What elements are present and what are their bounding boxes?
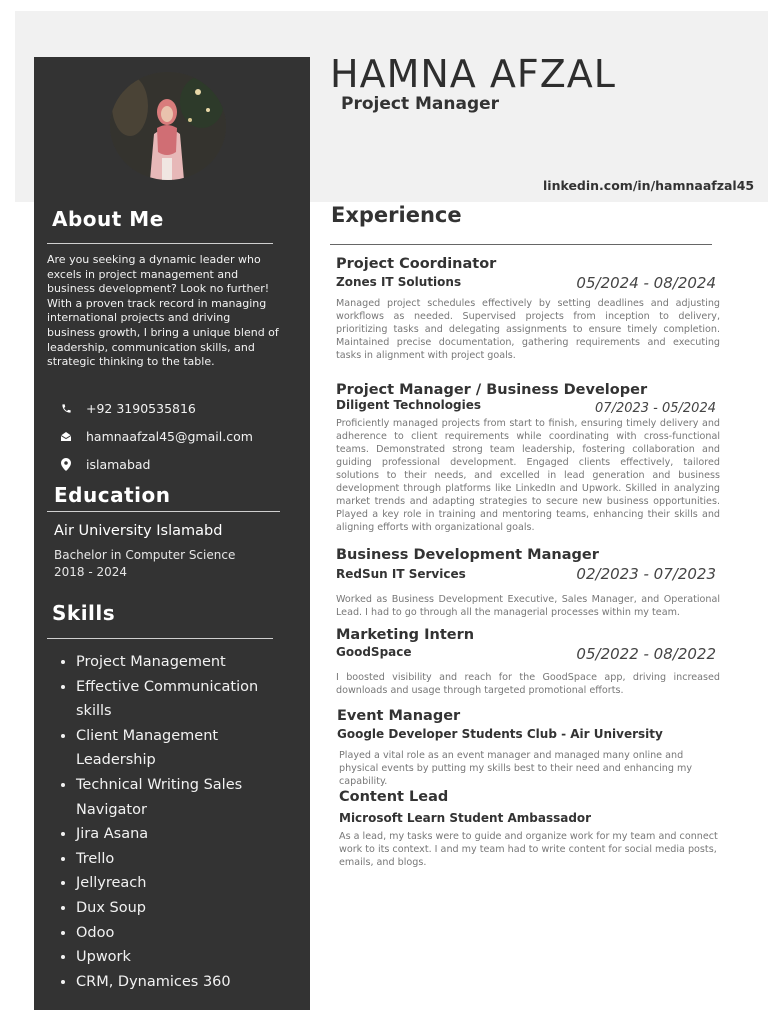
job-entry — [336, 382, 720, 534]
skills-list — [54, 650, 296, 994]
skill-item: • CRM, Dynamices 360 — [76, 970, 296, 995]
job-dates: 07/2023 - 05/2024 — [595, 401, 716, 416]
job-company: Google Developer Students Club - Air University — [337, 727, 663, 741]
job-entry — [336, 627, 720, 697]
job-entry — [337, 708, 721, 788]
skill-item: • Upwork — [76, 945, 296, 970]
skill-item: • Client Management Leadership — [76, 724, 296, 773]
job-dates: 02/2023 - 07/2023 — [576, 565, 716, 583]
experience-divider — [330, 244, 712, 245]
education-divider — [47, 511, 280, 512]
map-pin-icon — [56, 458, 76, 472]
skill-item: • Odoo — [76, 921, 296, 946]
avatar — [110, 72, 226, 180]
education-title: Education — [54, 483, 171, 507]
linkedin-link[interactable]: linkedin.com/in/hamnaafzal45 — [543, 178, 755, 193]
job-title: Project Manager / Business Developer — [336, 382, 648, 398]
job-description: Played a vital role as an event manager and managed many online and physical events by putting my skills best to their need and enhancing my capability. — [339, 750, 693, 787]
job-company: Zones IT Solutions — [336, 275, 462, 289]
job-title: Business Development Manager — [336, 547, 599, 563]
job-company: GoodSpace — [336, 645, 412, 659]
contact-location-text: islamabad — [86, 457, 151, 472]
about-divider — [47, 243, 273, 244]
skill-item: • Project Management — [76, 650, 296, 675]
job-title: Content Lead — [339, 789, 449, 805]
contact-email-text[interactable]: hamnaafzal45@gmail.com — [86, 429, 253, 444]
skills-title: Skills — [52, 601, 116, 625]
skill-item: • Trello — [76, 847, 296, 872]
contact-phone — [56, 401, 196, 416]
job-title: Project Coordinator — [336, 256, 497, 272]
job-entry — [336, 256, 720, 362]
job-description: Proficiently managed projects from start to finish, ensuring timely delivery and adherence to client requirements while coordinating with cross-functional teams. Demonstrated strong team leadership, fostering collaboration and guiding professional development. Engaged clients effectively, tailored solutions to their needs, and excelled in lead generation and business development through platforms like LinkedIn and Upwork. Skilled in analyzing market trends and adapting strategies to secure new business opportunities. Played a key role in training and mentoring teams, enhancing their skills and aligning efforts with organizational goals. — [336, 418, 720, 533]
contact-location — [56, 457, 150, 472]
job-title: Event Manager — [337, 708, 461, 724]
job-entry — [339, 789, 723, 869]
job-title: Marketing Intern — [336, 627, 475, 643]
skill-item: • Dux Soup — [76, 896, 296, 921]
candidate-role: Project Manager — [341, 94, 500, 114]
education-degree: Bachelor in Computer Science — [54, 548, 236, 562]
skill-item: • Technical Writing Sales Navigator — [76, 773, 296, 822]
job-description: Worked as Business Development Executive, Sales Manager, and Operational Lead. I had to go through all the managerial processes within my team. — [336, 594, 720, 618]
education-years: 2018 - 2024 — [54, 565, 128, 579]
skill-item: • Effective Communication skills — [76, 675, 296, 724]
skill-item: • Jira Asana — [76, 822, 296, 847]
phone-icon — [56, 402, 76, 416]
skills-divider — [47, 638, 273, 639]
job-entry — [336, 547, 720, 619]
job-dates: 05/2022 - 08/2022 — [576, 645, 716, 663]
job-company: RedSun IT Services — [336, 567, 466, 581]
job-description: I boosted visibility and reach for the GoodSpace app, driving increased downloads and usage through targeted promotional efforts. — [336, 672, 720, 696]
candidate-name: HAMNA AFZAL — [330, 52, 616, 96]
contact-email — [56, 429, 253, 444]
skill-item: • Jellyreach — [76, 871, 296, 896]
job-company: Microsoft Learn Student Ambassador — [339, 811, 592, 825]
job-company: Diligent Technologies — [336, 398, 482, 412]
job-description: As a lead, my tasks were to guide and organize work for my team and connect work to its context. I and my team had to write content for social media posts, emails, and blogs. — [339, 831, 718, 868]
job-dates: 05/2024 - 08/2024 — [576, 274, 716, 292]
experience-title: Experience — [331, 203, 462, 227]
about-text: Are you seeking a dynamic leader who excels in project management and business development? Look no further! With a proven track record in managing international projects and driving business growth, I bring a unique blend of leadership, communication skills, and strategic thinking to the table. — [47, 253, 279, 369]
sidebar — [34, 57, 310, 1010]
job-description: Managed project schedules effectively by setting deadlines and adjusting workflows as needed. Supervised projects from inception to delivery, prioritizing tasks and delegating assignments to ensure timely completion. Maintained precise documentation, gathering requirements and executing tasks in alignment with project goals. — [336, 298, 720, 361]
education-school: Air University Islamabd — [54, 523, 223, 539]
contact-phone-text: +92 3190535816 — [86, 401, 196, 416]
envelope-icon — [56, 430, 76, 444]
about-title: About Me — [52, 207, 164, 231]
profile-photo — [110, 72, 226, 180]
